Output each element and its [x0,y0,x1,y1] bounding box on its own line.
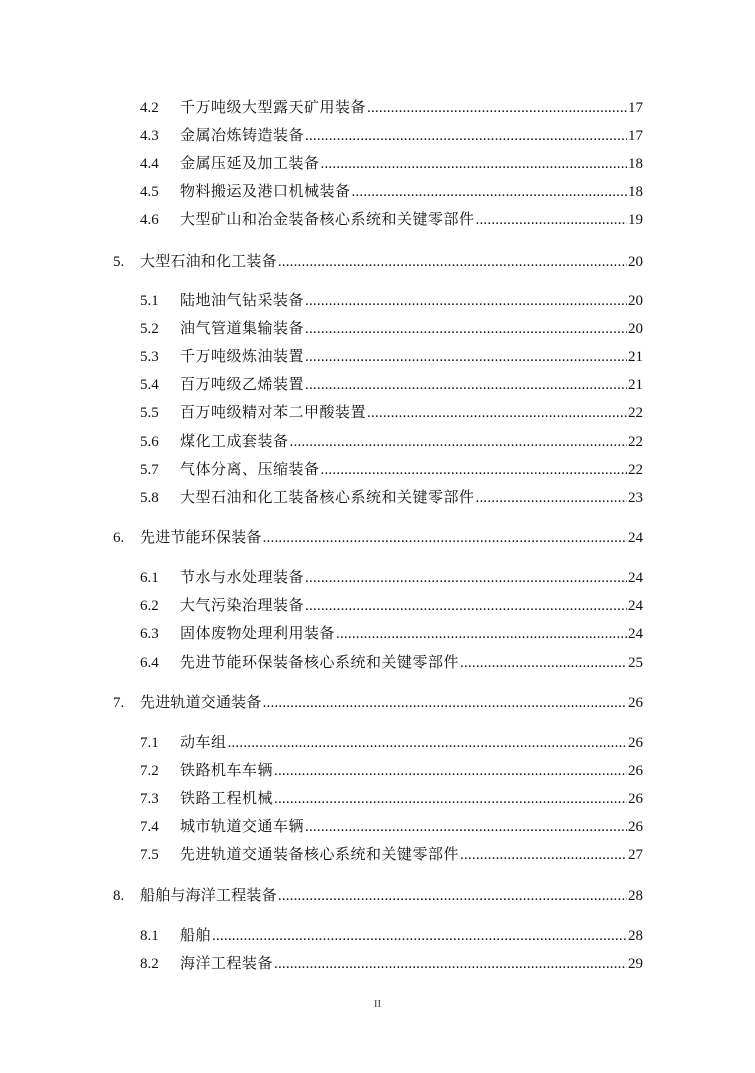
toc-page-number: 22 [628,462,643,478]
toc-title: 百万吨级精对苯二甲酸装置 [180,405,367,421]
toc-title: 大型石油和化工装备核心系统和关键零部件 [180,490,475,506]
dot-leader [274,789,627,809]
toc-page-number: 19 [628,212,643,228]
toc-number: 7.2 [140,763,159,779]
toc-page-number: 27 [628,847,643,863]
toc-page-number: 20 [628,321,643,337]
toc-entry[interactable] [140,653,643,673]
toc-title: 大型石油和化工装备 [140,254,277,270]
dot-leader [274,761,627,781]
dot-leader [352,182,627,202]
toc-section-heading[interactable] [113,528,643,548]
toc-number: 5.8 [140,490,159,506]
toc-entry[interactable] [140,817,643,837]
toc-title: 先进节能环保装备核心系统和关键零部件 [180,655,460,671]
toc-title: 油气管道集输装备 [180,321,305,337]
toc-page-number: 28 [628,928,643,944]
toc-page-number: 26 [628,735,643,751]
toc-title: 千万吨级大型露天矿用装备 [180,100,367,116]
toc-entry[interactable] [140,926,643,946]
dot-leader [305,817,627,837]
toc-page-number: 28 [628,888,643,904]
toc-title: 气体分离、压缩装备 [180,462,320,478]
dot-leader [476,210,627,230]
toc-number: 4.3 [140,128,159,144]
toc-section-heading[interactable] [113,693,643,713]
dot-leader [228,733,627,753]
toc-page-number: 22 [628,405,643,421]
page-footer-number: II [373,998,382,1010]
toc-page-number: 20 [628,293,643,309]
dot-leader [460,653,627,673]
dot-leader [321,154,627,174]
toc-entry[interactable] [140,460,643,480]
toc-page-number: 24 [628,570,643,586]
toc-page-number: 20 [628,254,643,270]
toc-number: 6.2 [140,598,159,614]
toc-number: 5.2 [140,321,159,337]
dot-leader [263,528,627,548]
toc-entry[interactable] [140,403,643,423]
toc-number: 8. [113,888,125,904]
toc-number: 4.5 [140,184,159,200]
toc-entry[interactable] [140,845,643,865]
toc-number: 6.4 [140,655,159,671]
toc-title: 金属冶炼铸造装备 [180,128,305,144]
toc-page-number: 22 [628,434,643,450]
dot-leader [336,624,627,644]
dot-leader [305,347,627,367]
toc-title: 大气污染治理装备 [180,598,305,614]
toc-title: 船舶 [180,928,212,944]
dot-leader [305,126,627,146]
toc-entry[interactable] [140,182,643,202]
toc-entry[interactable] [140,375,643,395]
toc-page-number: 24 [628,626,643,642]
toc-title: 铁路工程机械 [180,791,274,807]
toc-page-number: 18 [628,184,643,200]
toc-page-number: 26 [628,695,643,711]
toc-number: 5.5 [140,405,159,421]
toc-title: 节水与水处理装备 [180,570,305,586]
dot-leader [212,926,627,946]
toc-title: 先进节能环保装备 [140,530,262,546]
toc-entry[interactable] [140,319,643,339]
toc-title: 煤化工成套装备 [180,434,289,450]
toc-entry[interactable] [140,291,643,311]
dot-leader [290,432,627,452]
toc-page-number: 29 [628,956,643,972]
toc-title: 船舶与海洋工程装备 [140,888,277,904]
toc-number: 5.4 [140,377,159,393]
toc-entry[interactable] [140,347,643,367]
toc-page-number: 21 [628,377,643,393]
toc-entry[interactable] [140,126,643,146]
toc-entry[interactable] [140,154,643,174]
dot-leader [278,252,627,272]
toc-number: 5.6 [140,434,159,450]
toc-title: 千万吨级炼油装置 [180,349,305,365]
toc-entry[interactable] [140,733,643,753]
toc-entry[interactable] [140,210,643,230]
toc-number: 5.7 [140,462,159,478]
toc-entry[interactable] [140,596,643,616]
dot-leader [321,460,627,480]
toc-page-number: 21 [628,349,643,365]
toc-number: 7.4 [140,819,159,835]
toc-number: 7.5 [140,847,159,863]
toc-title: 先进轨道交通装备 [140,695,262,711]
dot-leader [263,693,627,713]
toc-entry[interactable] [140,488,643,508]
dot-leader [367,403,627,423]
dot-leader [278,886,627,906]
toc-page-number: 24 [628,530,643,546]
toc-number: 5. [113,254,125,270]
toc-title: 先进轨道交通装备核心系统和关键零部件 [180,847,460,863]
dot-leader [460,845,627,865]
toc-number: 4.4 [140,156,159,172]
toc-number: 8.2 [140,956,159,972]
toc-page-number: 26 [628,791,643,807]
toc-page-number: 26 [628,763,643,779]
toc-number: 7.1 [140,735,159,751]
toc-number: 4.2 [140,100,159,116]
toc-page-number: 26 [628,819,643,835]
toc-entry[interactable] [140,432,643,452]
toc-page-number: 23 [628,490,643,506]
toc-number: 5.1 [140,293,159,309]
toc-section-heading[interactable] [113,252,643,272]
toc-number: 6. [113,530,125,546]
toc-number: 5.3 [140,349,159,365]
dot-leader [476,488,627,508]
toc-entry[interactable] [140,624,643,644]
dot-leader [305,291,627,311]
dot-leader [367,98,627,118]
toc-entry[interactable] [140,954,643,974]
toc-number: 6.1 [140,570,159,586]
toc-title: 动车组 [180,735,227,751]
toc-title: 海洋工程装备 [180,956,274,972]
toc-title: 陆地油气钻采装备 [180,293,305,309]
toc-section-heading[interactable] [113,886,643,906]
toc-number: 6.3 [140,626,159,642]
toc-title: 金属压延及加工装备 [180,156,320,172]
dot-leader [305,568,627,588]
toc-title: 百万吨级乙烯装置 [180,377,305,393]
toc-number: 8.1 [140,928,159,944]
toc-entry[interactable] [140,761,643,781]
toc-entry[interactable] [140,789,643,809]
toc-number: 7.3 [140,791,159,807]
dot-leader [305,596,627,616]
dot-leader [274,954,627,974]
toc-title: 固体废物处理利用装备 [180,626,336,642]
toc-number: 7. [113,695,125,711]
toc-number: 4.6 [140,212,159,228]
toc-page-number: 18 [628,156,643,172]
toc-title: 铁路机车车辆 [180,763,274,779]
toc-page-number: 17 [628,100,643,116]
dot-leader [305,319,627,339]
toc-page-number: 25 [628,655,643,671]
toc-title: 大型矿山和冶金装备核心系统和关键零部件 [180,212,475,228]
toc-page-number: 17 [628,128,643,144]
toc-entry[interactable] [140,568,643,588]
dot-leader [305,375,627,395]
toc-entry[interactable] [140,98,643,118]
toc-title: 物料搬运及港口机械装备 [180,184,351,200]
toc-title: 城市轨道交通车辆 [180,819,305,835]
toc-page-number: 24 [628,598,643,614]
